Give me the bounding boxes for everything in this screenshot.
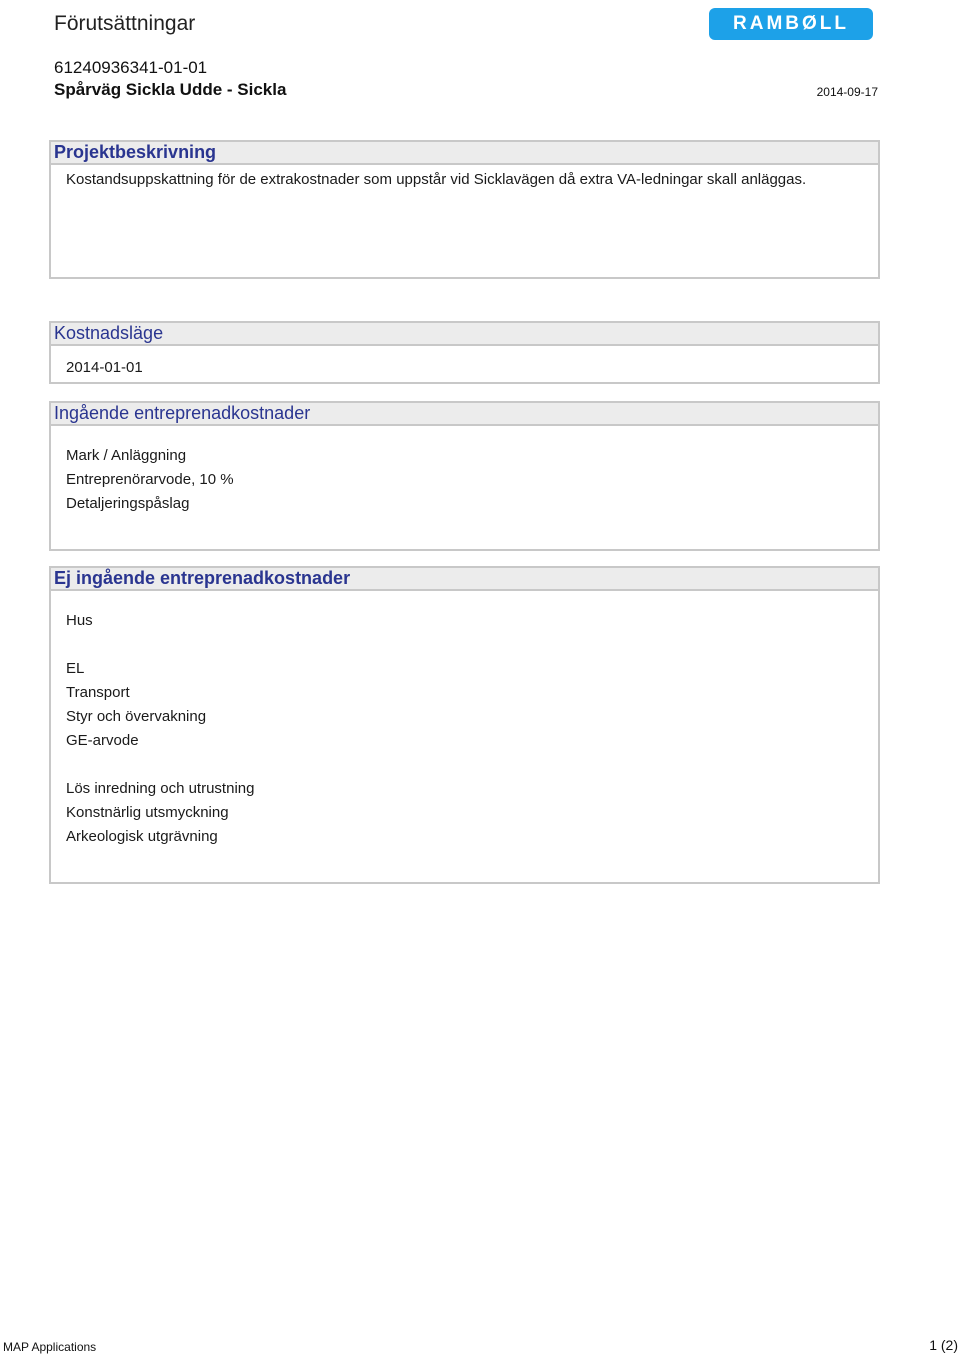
project-description: Kostandsuppskattning för de extrakostnader som uppstår vid Sicklavägen då extra VA-ledningar skall anläggas. <box>66 171 807 188</box>
list-item: Detaljeringspåslag <box>66 495 190 512</box>
list-item: Arkeologisk utgrävning <box>66 828 218 845</box>
list-item: Hus <box>66 612 93 629</box>
page-number: 1 (2) <box>929 1337 958 1353</box>
list-item: Mark / Anläggning <box>66 447 187 464</box>
logo-text: RAMBØLL <box>733 13 849 34</box>
list-item: EL <box>66 660 85 677</box>
section-heading: Ingående entreprenadkostnader <box>51 403 878 426</box>
section-heading: Ej ingående entreprenadkostnader <box>51 568 878 591</box>
cost-level-date: 2014-01-01 <box>66 359 143 376</box>
list-item: Konstnärlig utsmyckning <box>66 804 229 821</box>
footer-app-name: MAP Applications <box>3 1340 97 1354</box>
section-ingaende <box>49 401 880 551</box>
list-item: Entreprenörarvode, 10 % <box>66 471 234 488</box>
list-item: Lös inredning och utrustning <box>66 780 255 797</box>
list-item: GE-arvode <box>66 732 139 749</box>
document-title: Förutsättningar <box>54 12 196 35</box>
section-heading: Kostnadsläge <box>51 323 878 346</box>
section-ej-ingaende <box>49 566 880 884</box>
project-name: Spårväg Sickla Udde - Sickla <box>54 80 287 99</box>
list-item: Styr och övervakning <box>66 708 207 725</box>
section-heading: Projektbeskrivning <box>51 142 878 165</box>
document-date: 2014-09-17 <box>816 85 878 99</box>
list-item: Transport <box>66 684 130 701</box>
section-projektbeskrivning <box>49 140 880 279</box>
project-id: 61240936341-01-01 <box>54 58 208 77</box>
section-kostnadslage <box>49 321 880 384</box>
ramboll-logo <box>709 8 873 40</box>
